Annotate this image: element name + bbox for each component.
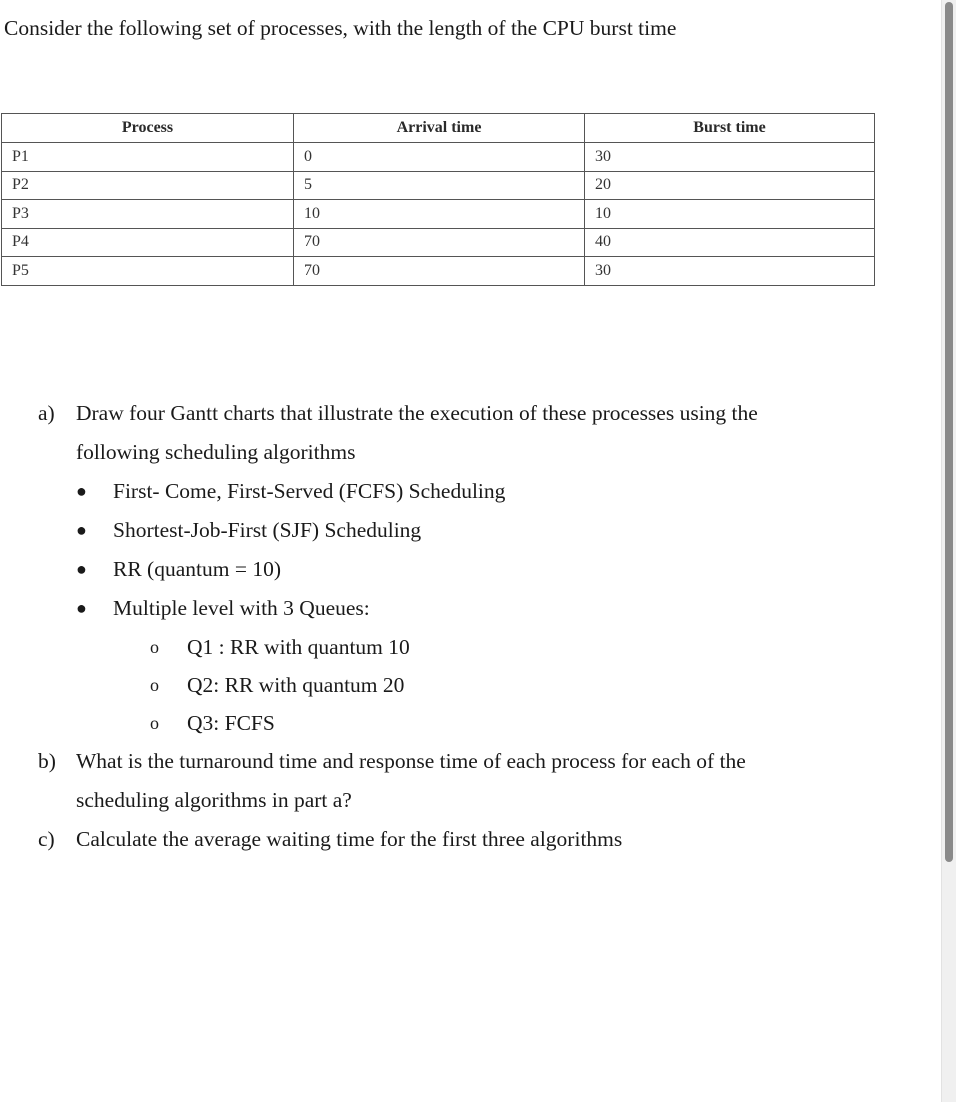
question-b-line-1: What is the turnaround time and response time of each process for each of the (76, 749, 746, 773)
table-row (2, 228, 875, 257)
list-item (0, 472, 900, 511)
list-item (0, 628, 900, 666)
cell-arrival: 10 (294, 200, 585, 229)
vertical-scrollbar[interactable] (941, 0, 956, 1102)
cell-process: P4 (2, 228, 294, 257)
queue-q1: Q1 : RR with quantum 10 (187, 635, 410, 659)
algorithm-rr: RR (quantum = 10) (113, 557, 281, 581)
cell-process: P5 (2, 257, 294, 286)
table-row (2, 257, 875, 286)
intro-text: Consider the following set of processes, with the length of the CPU burst time (4, 16, 677, 40)
header-arrival-time: Arrival time (294, 114, 585, 143)
question-a (0, 394, 900, 472)
cell-arrival: 70 (294, 228, 585, 257)
bullet-icon: ● (76, 598, 87, 618)
question-b (0, 742, 900, 820)
question-a-marker: a) (38, 401, 55, 425)
list-item (0, 589, 900, 628)
cell-arrival: 0 (294, 143, 585, 172)
cell-burst: 20 (585, 171, 875, 200)
cell-burst: 10 (585, 200, 875, 229)
table-row (2, 143, 875, 172)
list-item (0, 511, 900, 550)
cell-arrival: 5 (294, 171, 585, 200)
table-header-row (2, 114, 875, 143)
question-b-line-2: scheduling algorithms in part a? (76, 788, 352, 812)
algorithm-multilevel: Multiple level with 3 Queues: (113, 596, 370, 620)
question-c-line-1: Calculate the average waiting time for the first three algorithms (76, 827, 623, 851)
cell-burst: 30 (585, 257, 875, 286)
queue-list (0, 628, 900, 742)
list-item (0, 550, 900, 589)
question-a-line-2: following scheduling algorithms (76, 440, 356, 464)
circle-bullet-icon: o (150, 637, 159, 657)
cell-process: P3 (2, 200, 294, 229)
question-c-marker: c) (38, 827, 55, 851)
header-burst-time: Burst time (585, 114, 875, 143)
scrollbar-thumb[interactable] (945, 2, 953, 862)
queue-q2: Q2: RR with quantum 20 (187, 673, 405, 697)
algorithm-sjf: Shortest-Job-First (SJF) Scheduling (113, 518, 422, 542)
table-row (2, 171, 875, 200)
bullet-icon: ● (76, 559, 87, 579)
question-c (0, 820, 900, 859)
circle-bullet-icon: o (150, 675, 159, 695)
algorithm-fcfs: First- Come, First-Served (FCFS) Scheduling (113, 479, 506, 503)
cell-arrival: 70 (294, 257, 585, 286)
bullet-icon: ● (76, 481, 87, 501)
list-item (0, 666, 900, 704)
cell-burst: 40 (585, 228, 875, 257)
questions-section (0, 394, 900, 859)
circle-bullet-icon: o (150, 713, 159, 733)
question-b-marker: b) (38, 749, 56, 773)
bullet-icon: ● (76, 520, 87, 540)
list-item (0, 704, 900, 742)
header-process: Process (2, 114, 294, 143)
cell-burst: 30 (585, 143, 875, 172)
queue-q3: Q3: FCFS (187, 711, 275, 735)
algorithm-list (0, 472, 900, 628)
table-row (2, 200, 875, 229)
cell-process: P2 (2, 171, 294, 200)
process-table (1, 113, 875, 286)
question-a-line-1: Draw four Gantt charts that illustrate the execution of these processes using the (76, 401, 758, 425)
cell-process: P1 (2, 143, 294, 172)
